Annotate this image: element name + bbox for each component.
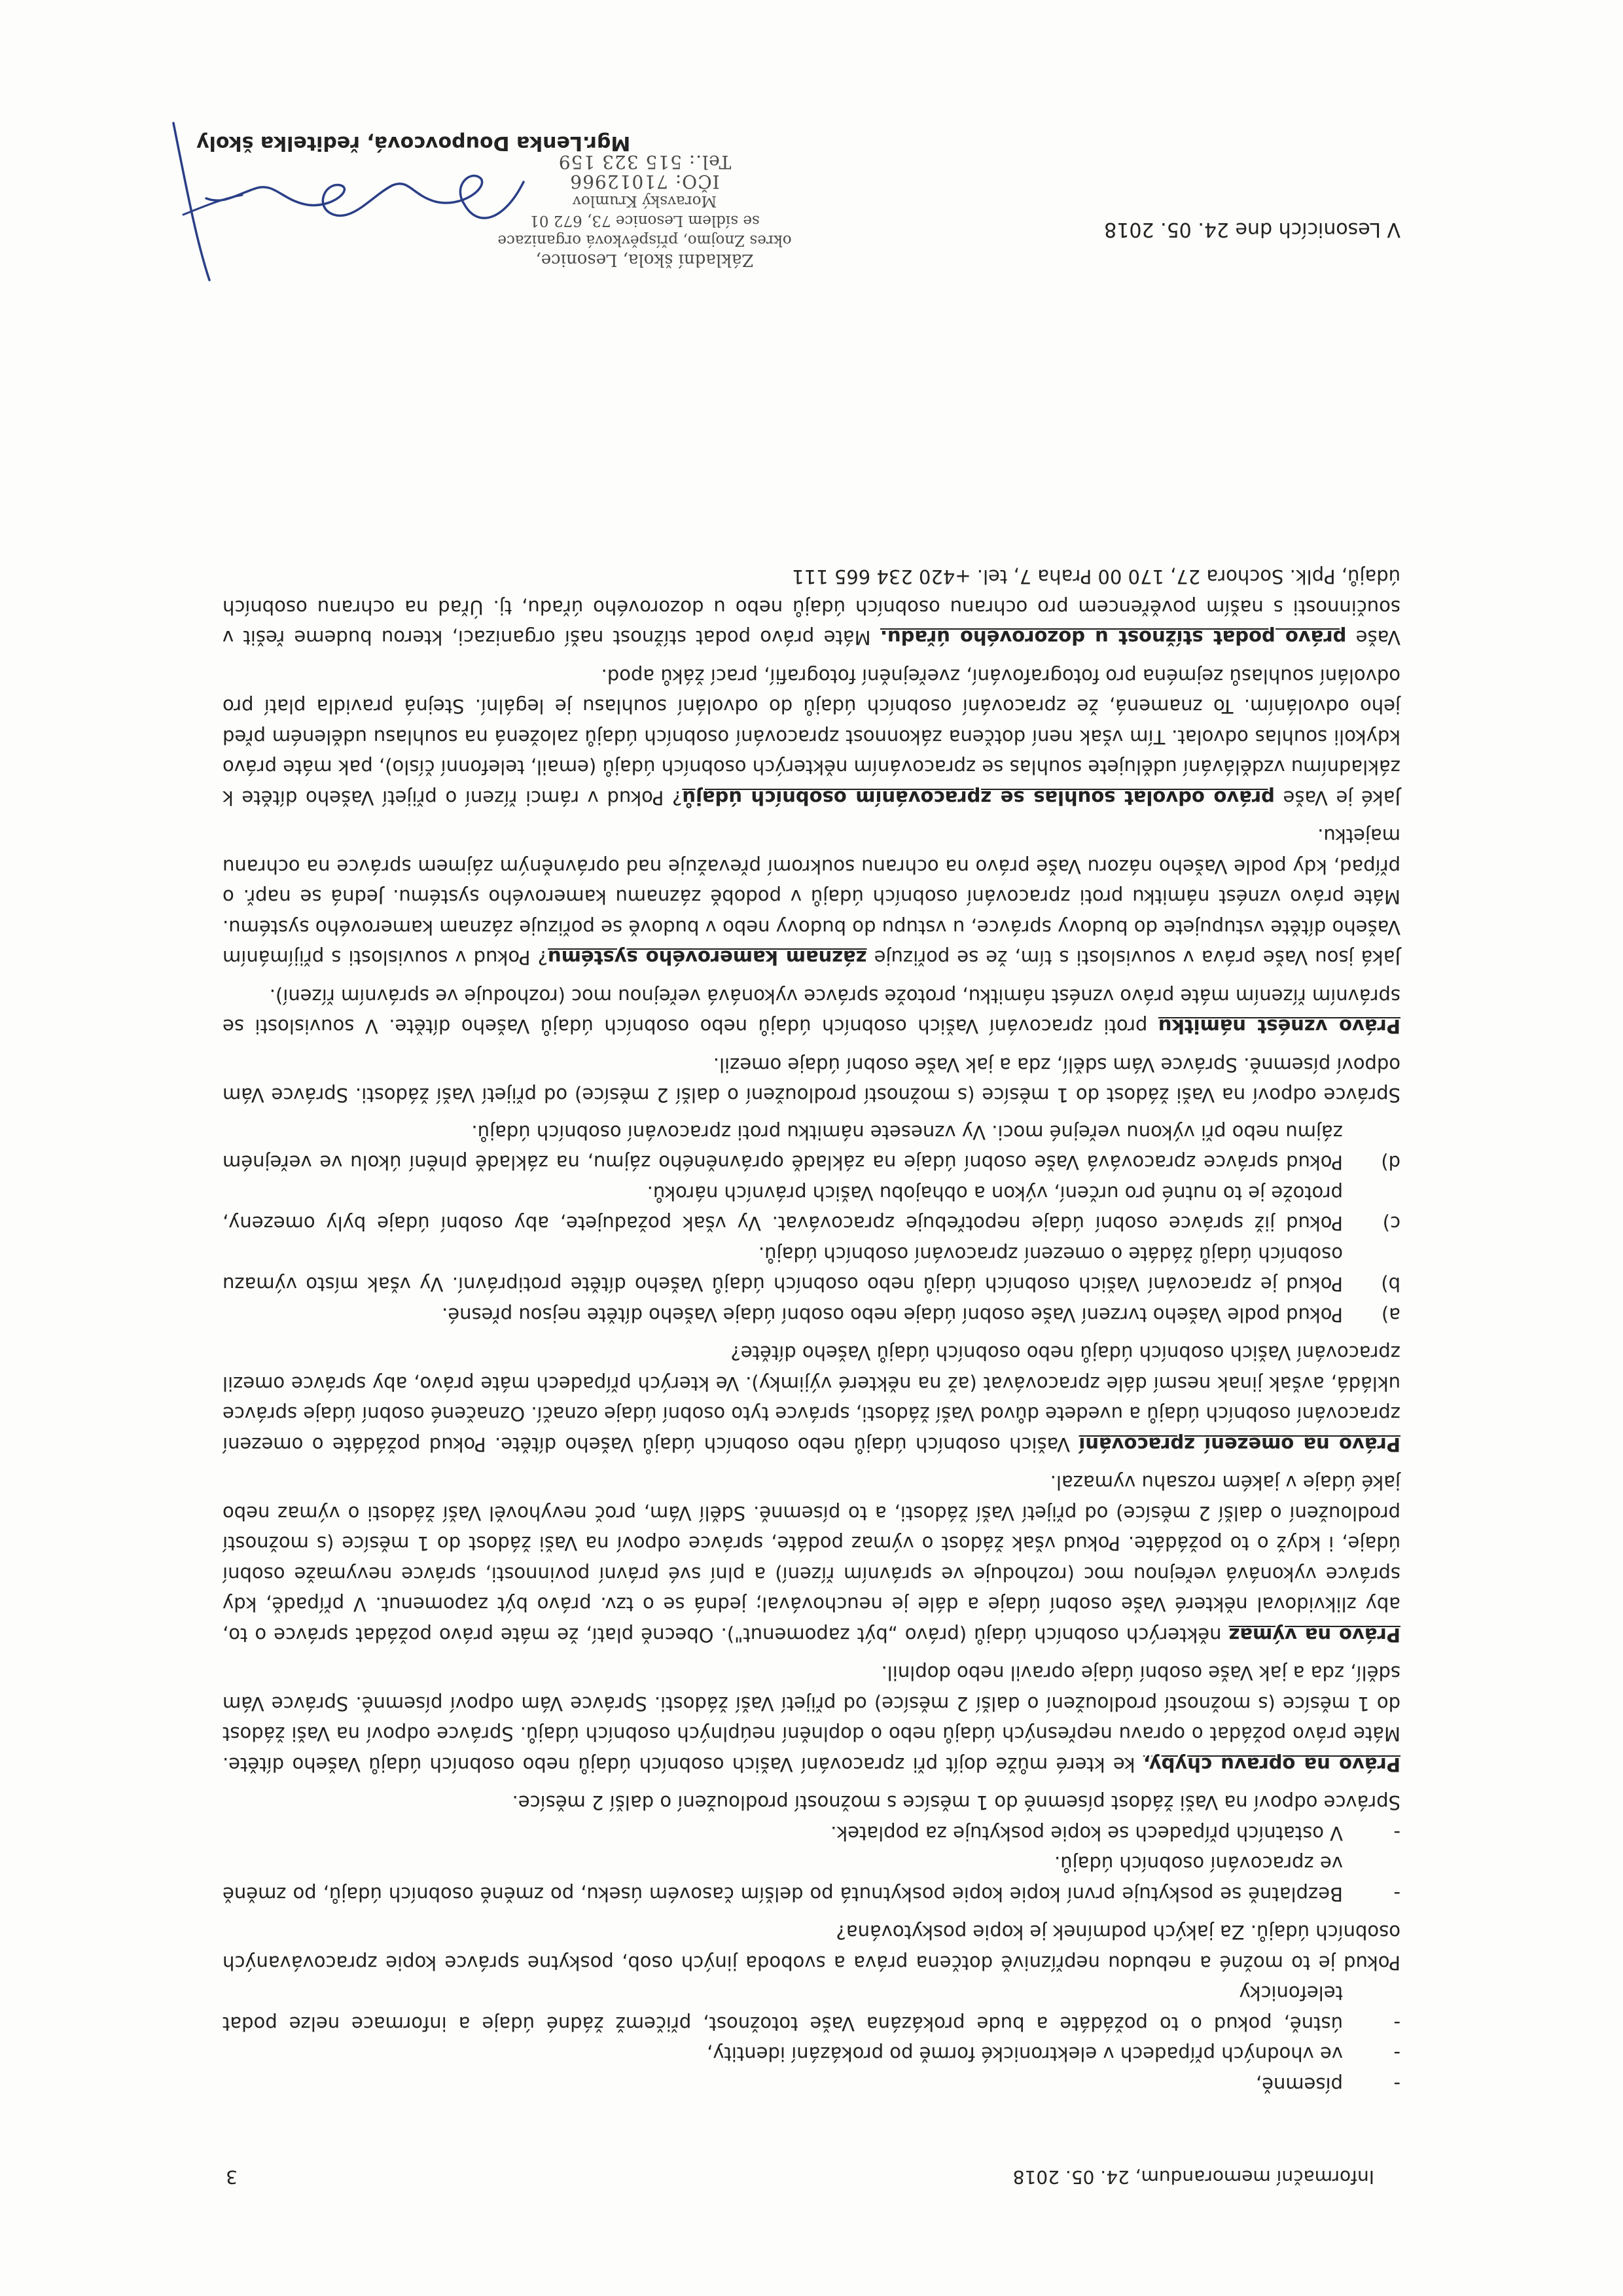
erasure-heading: Právo na výmaz xyxy=(1228,1624,1400,1646)
restriction-cases-list xyxy=(223,1117,1400,1331)
consent-heading: právo odvolat souhlas se zpracováním osobních údajů xyxy=(682,787,1275,809)
list-item: - ve vhodných případech v elektronické formě po prokázání identity, xyxy=(707,2043,1400,2066)
signature-block xyxy=(196,84,1400,293)
page-number: 3 xyxy=(226,2166,238,2188)
rectification-paragraph: Právo na opravu chyby, ke které může dojít při zpracování Vašich osobních údajů nebo osobních údajů Vašeho dítěte. Máte právo požádat o opravu nepřesných údajů nebo o doplnění neúplných osobních údajů. Správce odpoví na Vaši žádost do 1 měsíce (s možností prodloužení o další 2 měsíce) od přijetí Vaší žádosti. Správce Vám odpoví písemně. Správce Vám sdělí, zda a jak Vaše osobní údaje opravil nebo doplnil. xyxy=(222,1662,1400,1776)
restriction-deadline: Správce odpoví na Vaši žádost do 1 měsíce (s možností prodloužení o další 2 měsíce) od přijetí Vaší žádosti. Správce Vám odpoví písemně. Správce Vám sdělí, zda a jak Vaše osobní údaje omezil. xyxy=(223,1054,1400,1107)
objection-heading: Právo vznést námitku xyxy=(1158,1015,1400,1038)
restriction-paragraph: Právo na omezení zpracování Vašich osobních údajů nebo osobních údajů Vašeho dítěte. Pokud požádáte o omezení zpracování osobních údajů a uvedete důvod Vaší žádosti, správce tyto osobní údaje označí. Označené osobní údaje správce ukládá, avšak jinak nesmí dále zpracovávat (až na některé výjimky). Ve kterých případech máte právo, aby správce omezil zpracování Vašich osobních údajů nebo osobních údajů Vašeho dítěte? xyxy=(223,1342,1400,1456)
list-item: - písemně, xyxy=(1255,2073,1400,2096)
list-item: d) Pokud správce zpracovává Vaše osobní údaje na základě oprávněného zájmu, na základě plnění úkolu ve veřejném zájmu nebo při výkonu veřejné moci. Vy vznesete námitku proti zpracování osobních údajů. xyxy=(223,1121,1400,1174)
consent-paragraph: Jaké je Vaše právo odvolat souhlas se zpracováním osobních údajů? Pokud v rámci řízení o přijetí Vašeho dítěte k základnímu vzdělávání udělujete souhlas se zpracováním některých osobních údajů (email, telefonní číslo), pak máte právo kdykoli souhlas odvolat. Tím však není dotčena zákonnost zpracování osobních údajů založená na souhlasu uděleném před jeho odvoláním. To znamená, že zpracování osobních údajů do odvolání souhlasu je legální. Stejná pravidla platí pro odvolání souhlasů zejména pro fotografování, zveřejnění fotografií, prací žáků apod. xyxy=(222,665,1400,809)
director-name: Mgr.Lenka Doupovcová, ředitelka školy xyxy=(196,132,631,154)
school-stamp: Základní škola, Lesonice, okres Znojmo, příspěvková organizace se sídlem Lesonice 73, 672 01 Moravský Krumlov IČO: 71012966 Tel.: 515 323 159 xyxy=(497,151,792,270)
document-body xyxy=(223,554,1400,2100)
complaint-paragraph: Vaše právo podat stížnost u dozorového úřadu. Máte právo podat stížnost naší organizaci, kterou budeme řešit v součinnosti s naším pověřencem pro ochranu osobních údajů nebo u dozorového úřadu, tj. Úřad na ochranu osobních údajů, Pplk. Sochora 27, 170 00 Praha 7, tel. +420 234 665 111 xyxy=(223,565,1400,649)
list-item: c) Pokud již správce osobní údaje nepotřebuje zpracovávat. Vy však požadujete, aby osobní údaje byly omezeny, protože je to nutné pro určení, výkon a obhajobu Vašich právních nároků. xyxy=(223,1182,1400,1235)
objection-paragraph: Právo vznést námitku proti zpracování Vašich osobních údajů nebo osobních údajů Vašeho dítěte. V souvislosti se správním řízením máte právo vznést námitku, protože správce vykonává veřejnou moc (rozhoduje ve správním řízení). xyxy=(223,985,1400,1038)
restriction-heading: Právo na omezení zpracování xyxy=(1079,1433,1400,1456)
camera-heading: záznam kamerového systému xyxy=(547,946,867,969)
list-item: - V ostatních případech se kopie poskytuje za poplatek. xyxy=(830,1822,1400,1844)
camera-paragraph: Jaká jsou Vaše práva v souvislosti s tím, že se pořizuje záznam kamerového systému? Pokud v souvislosti s přijímáním Vašeho dítěte vstupujete do budovy správce, u vstupu do budovy nebo v budově se pořizuje záznam kamerového systému. Máte právo vznést námitku proti zpracování osobních údajů v podobě záznamu kamerového systému. Jedná se např. o případ, kdy podle Vašeho názoru Vaše právo na ochranu soukromí převažuje nad oprávněným zájmem správce na ochranu majetku. xyxy=(223,825,1400,969)
request-methods-list xyxy=(223,1978,1400,2100)
erasure-paragraph: Právo na výmaz některých osobních údajů (právo „být zapomenut"). Obecně platí, že máte právo požádat správce o to, aby zlikvidoval některé Vaše osobní údaje a dále je neuchovával; jedná se o tzv. právo být zapomenut. V případě, kdy správce vykonává veřejnou moc (rozhoduje ve správním řízení) a plní své právní povinnosti, správce nevymaže osobní údaje, i když o to požádáte. Pokud však žádost o výmaz podáte, správce odpoví na Vaši žádost do 1 měsíce (s možností prodloužení o další 2 měsíce) od přijetí Vaší žádosti, a to písemně. Sdělí Vám, proč nevyhověl Vaší žádosti o výmaz nebo jaké údaje v jakém rozsahu vymazal. xyxy=(223,1471,1400,1646)
rectification-heading: Právo na opravu chyby, xyxy=(1143,1753,1400,1776)
copies-list xyxy=(223,1818,1400,1910)
list-item: a) Pokud podle Vašeho tvrzení Vaše osobní údaje nebo osobní údaje Vašeho dítěte nejsou přesné. xyxy=(442,1304,1400,1326)
place-date: V Lesonicích dne 24. 05. 2018 xyxy=(1104,218,1400,241)
copies-paragraph: Pokud je to možné a nebudou nepříznivě dotčena práva a svoboda jiných osob, poskytne správce kopie zpracovávaných osobních údajů. Za jakých podmínek je kopie poskytována? xyxy=(223,1921,1400,1974)
document-title: Informační memorandum, 24. 05. 2018 xyxy=(1012,2166,1374,2188)
page-header xyxy=(226,2166,1374,2188)
list-item: - Bezplatně se poskytuje první kopie kopie poskytnutá po delším časovém úseku, po změně osobních údajů, po změně ve zpracování osobních údajů. xyxy=(223,1852,1400,1905)
list-item: - ústně, pokud o to požádáte a bude prokázána Vaše totožnost, přičemž žádné údaje a informace nelze podat telefonicky xyxy=(223,1982,1400,2035)
copies-deadline: Správce odpoví na Vaši žádost písemně do 1 měsíce s možností prodloužení o další 2 měsíce. xyxy=(512,1791,1400,1814)
complaint-heading: právo podat stížnost u dozorového úřadu. xyxy=(880,626,1347,649)
list-item: b) Pokud je zpracování Vašich osobních údajů nebo osobních údajů Vašeho dítěte protiprávní. Vy však místo výmazu osobních údajů žádáte o omezení zpracování osobních údajů. xyxy=(223,1243,1400,1296)
